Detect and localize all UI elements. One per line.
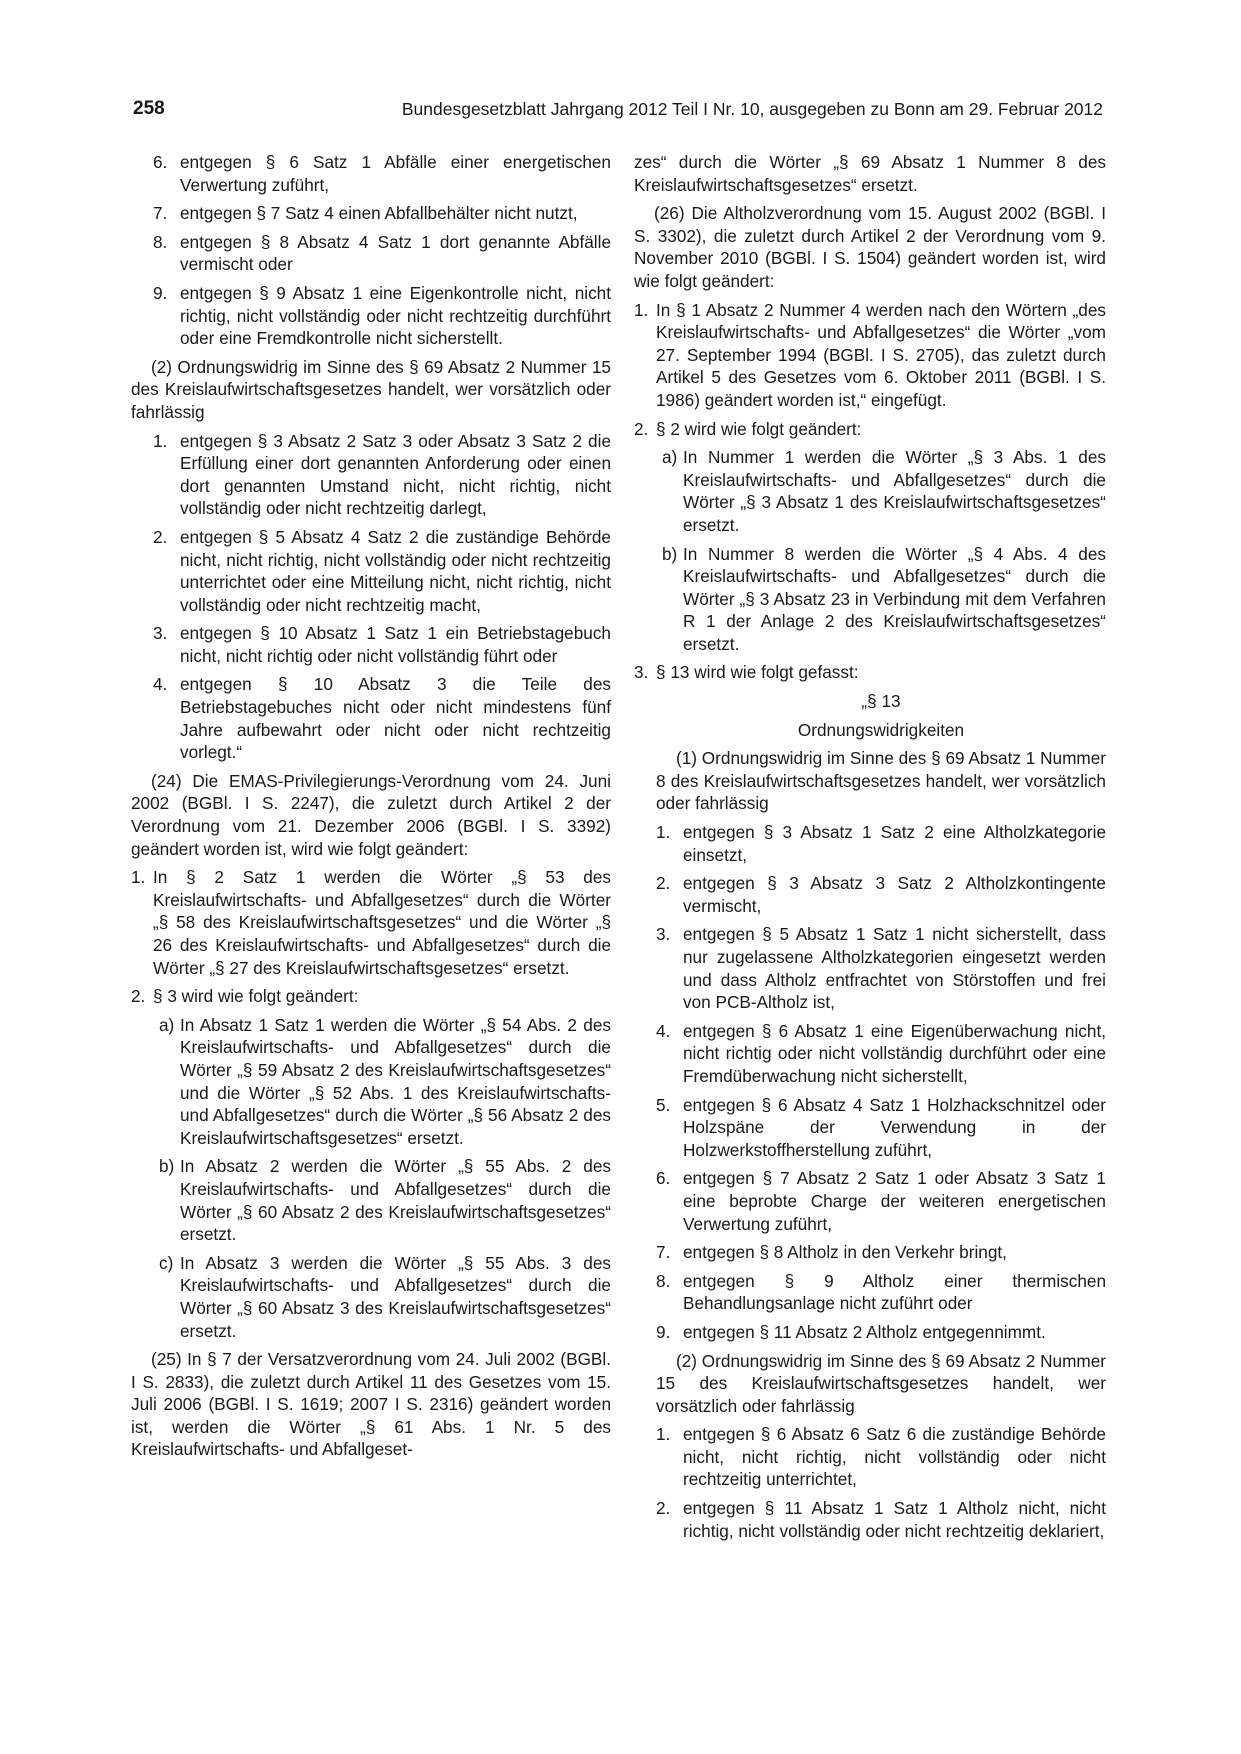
header-title: Bundesgesetzblatt Jahrgang 2012 Teil I Nr. 10, ausgegeben zu Bonn am 29. Februar 2012	[401, 99, 1103, 119]
list-item	[131, 430, 611, 520]
page-number: 258	[133, 98, 165, 119]
list-item	[131, 985, 611, 1008]
item-number: 1.	[656, 822, 671, 843]
item-number: 1.	[634, 299, 649, 320]
item-text: entgegen § 10 Absatz 3 die Teile des Betriebstagebuches nicht oder nicht mindestens fünf Jahre aufbewahrt oder nicht oder nicht rechtzeitig vorlegt.“	[180, 674, 611, 763]
right-column	[634, 151, 1106, 1548]
item-letter: a)	[662, 447, 678, 468]
paragraph-24: (24) Die EMAS-Privilegierungs-Verordnung vom 24. Juni 2002 (BGBl. I S. 2247), die zuletzt durch Artikel 2 der Verordnung vom 21. Dezember 2006 (BGBl. I S. 3392) geändert worden ist, wird wie folgt geändert:	[131, 770, 611, 859]
item-number: 6.	[153, 152, 168, 172]
item-text: entgegen § 3 Absatz 1 Satz 2 eine Altholzkategorie einsetzt,	[683, 822, 1106, 865]
list-item	[634, 1241, 1106, 1264]
item-number: 4.	[656, 1020, 671, 1041]
sub-list-item	[634, 543, 1106, 656]
list-item	[131, 282, 611, 350]
list-item	[131, 231, 611, 276]
list-item	[634, 1094, 1106, 1162]
list-item	[634, 1270, 1106, 1315]
item-text: entgegen § 6 Absatz 6 Satz 6 die zuständige Behörde nicht, nicht richtig, nicht vollständig oder nicht rechtzeitig unterrichtet,	[683, 1424, 1106, 1490]
item-number: 9.	[656, 1321, 671, 1342]
item-letter: b)	[662, 543, 678, 564]
item-text: entgegen § 6 Absatz 1 eine Eigenüberwachung nicht, nicht richtig oder nicht vollständig durchführt oder eine Fremdüberwachung nicht sicherstellt,	[683, 1020, 1106, 1086]
section-title: Ordnungswidrigkeiten	[797, 719, 965, 740]
item-text: In § 1 Absatz 2 Nummer 4 werden nach den Wörtern „des Kreislaufwirtschafts- und Abfallgesetzes“ die Wörter „vom 27. September 1994 (BGBl. I S. 2705), das zuletzt durch Artikel 5 des Gesetzes vom 6. Oktober 2011 (BGBl. I S. 1986) geändert worden ist,“ eingefügt.	[656, 299, 1106, 410]
page-header	[133, 98, 1103, 128]
item-text: entgegen § 7 Satz 4 einen Abfallbehälter nicht nutzt,	[180, 203, 578, 224]
item-number: 9.	[153, 282, 168, 303]
sub-list-item	[634, 446, 1106, 536]
paragraph-1: (1) Ordnungswidrig im Sinne des § 69 Absatz 1 Nummer 8 des Kreislaufwirtschaftsgesetzes handelt, wer vorsätzlich oder fahrlässig	[656, 748, 1106, 814]
item-text: entgegen § 6 Absatz 4 Satz 1 Holzhackschnitzel oder Holzspäne der Verwendung in der Holzwerkstoffherstellung zuführt,	[683, 1094, 1106, 1160]
sub-list-item	[131, 1155, 611, 1245]
list-item	[634, 923, 1106, 1013]
item-text: entgegen § 10 Absatz 1 Satz 1 ein Betriebstagebuch nicht, nicht richtig oder nicht vollständig führt oder	[180, 623, 611, 666]
list-item	[634, 1497, 1106, 1542]
item-text: entgegen § 9 Altholz einer thermischen Behandlungsanlage nicht zuführt oder	[683, 1270, 1106, 1314]
item-number: 1.	[153, 430, 168, 451]
list-item	[131, 673, 611, 763]
list-item	[634, 418, 1106, 441]
section-heading: „§ 13	[861, 691, 901, 712]
item-number: 2.	[153, 526, 168, 547]
item-number: 2.	[131, 986, 146, 1007]
item-number: 3.	[634, 662, 649, 683]
item-letter: a)	[159, 1014, 175, 1035]
item-text: In Nummer 8 werden die Wörter „§ 4 Abs. 4 des Kreislaufwirtschafts- und Abfallgesetzes“ durch die Wörter „§ 3 Absatz 23 in Verbindung mit dem Verfahren R 1 der Anlage 2 des Kreislaufwirtschaftsgesetzes“ ersetzt.	[683, 543, 1106, 654]
item-text: entgegen § 3 Absatz 2 Satz 3 oder Absatz 3 Satz 2 die Erfüllung einer dort genannten Anforderung oder einen dort genannten Umstand nicht, nicht richtig, nicht vollständig oder nicht rechtzeitig darlegt,	[180, 430, 611, 519]
item-text: In Absatz 1 Satz 1 werden die Wörter „§ 54 Abs. 2 des Kreislaufwirtschafts- und Abfallgesetzes“ durch die Wörter „§ 59 Absatz 2 des Kreislaufwirtschaftsgesetzes“ und die Wörter „§ 52 Abs. 1 des Kreislaufwirtschafts- und Abfallgesetzes“ durch die Wörter „§ 56 Absatz 2 des Kreislaufwirtschaftsgesetzes“ ersetzt.	[180, 1014, 611, 1148]
item-text: entgegen § 5 Absatz 4 Satz 2 die zuständige Behörde nicht, nicht richtig, nicht vollständig oder nicht rechtzeitig unterrichtet oder eine Mitteilung nicht, nicht richtig, nicht vollständig oder nicht rechtzeitig macht,	[180, 526, 611, 615]
list-item	[131, 526, 611, 616]
left-column	[131, 151, 611, 1467]
list-item	[634, 872, 1106, 917]
item-letter: b)	[159, 1156, 175, 1177]
item-number: 3.	[656, 924, 671, 945]
item-number: 6.	[656, 1168, 671, 1189]
item-text: In Nummer 1 werden die Wörter „§ 3 Abs. 1 des Kreislaufwirtschafts- und Abfallgesetzes“ durch die Wörter „§ 3 Absatz 1 des Kreislaufwirtschaftsgesetzes“ ersetzt.	[683, 447, 1106, 535]
item-letter: c)	[159, 1252, 174, 1273]
paragraph-26: (26) Die Altholzverordnung vom 15. August 2002 (BGBl. I S. 3302), die zuletzt durch Artikel 2 der Verordnung vom 9. November 2010 (BGBl. I S. 1504) geändert worden ist, wird wie folgt geändert:	[634, 203, 1106, 291]
item-text: entgegen § 11 Absatz 1 Satz 1 Altholz nicht, nicht richtig, nicht vollständig oder nicht rechtzeitig deklariert,	[683, 1498, 1106, 1541]
list-item	[131, 622, 611, 667]
sub-list-item	[131, 1252, 611, 1342]
list-item	[131, 151, 611, 196]
item-text: In § 2 Satz 1 werden die Wörter „§ 53 des Kreislaufwirtschafts- und Abfallgesetzes“ durch die Wörter „§ 58 des Kreislaufwirtschaftsgesetzes“ und die Wörter „§ 26 des Kreislaufwirtschafts- und Abfallgesetzes“ durch die Wörter „§ 27 des Kreislaufwirtschaftsgesetzes“ ersetzt.	[153, 867, 611, 978]
paragraph-25: (25) In § 7 der Versatzverordnung vom 24. Juli 2002 (BGBl. I S. 2833), die zuletzt durch Artikel 11 des Gesetzes vom 15. Juli 2006 (BGBl. I S. 1619; 2007 I S. 2316) geändert worden ist, werden die Wörter „§ 61 Abs. 1 Nr. 5 des Kreislaufwirtschafts- und Abfallgeset-	[131, 1349, 611, 1460]
item-text: entgegen § 8 Altholz in den Verkehr bringt,	[683, 1242, 1007, 1263]
item-text: entgegen § 11 Absatz 2 Altholz entgegennimmt.	[683, 1321, 1046, 1342]
item-text: § 13 wird wie folgt gefasst:	[656, 662, 859, 683]
item-number: 8.	[656, 1270, 671, 1291]
item-text: In Absatz 3 werden die Wörter „§ 55 Abs. 3 des Kreislaufwirtschafts- und Abfallgesetzes“ durch die Wörter „§ 60 Absatz 3 des Kreislaufwirtschaftsgesetzes“ ersetzt.	[180, 1252, 611, 1341]
item-text: entgegen § 5 Absatz 1 Satz 1 nicht sicherstellt, dass nur zugelassene Altholzkategorien eingesetzt werden und dass Altholz entfrachtet von Störstoffen und frei von PCB-Altholz ist,	[683, 924, 1106, 1013]
list-item	[634, 1423, 1106, 1491]
item-number: 2.	[656, 1498, 671, 1519]
item-text: § 2 wird wie folgt geändert:	[656, 418, 862, 439]
list-item	[131, 866, 611, 979]
item-text: entgegen § 7 Absatz 2 Satz 1 oder Absatz 3 Satz 1 eine beprobte Charge der weiteren energetischen Verwertung zuführt,	[683, 1168, 1106, 1234]
item-text: entgegen § 8 Absatz 4 Satz 1 dort genannte Abfälle vermischt oder	[180, 231, 611, 275]
item-number: 2.	[634, 418, 649, 439]
item-text: § 3 wird wie folgt geändert:	[153, 986, 359, 1007]
list-item	[634, 299, 1106, 412]
paragraph-25-continued: zes“ durch die Wörter „§ 69 Absatz 1 Nummer 8 des Kreislaufwirtschaftsgesetzes“ ersetzt.	[634, 152, 1106, 195]
paragraph-2: (2) Ordnungswidrig im Sinne des § 69 Absatz 2 Nummer 15 des Kreislaufwirtschaftsgesetzes handelt, wer vorsätzlich oder fahrlässig	[656, 1350, 1106, 1416]
item-text: In Absatz 2 werden die Wörter „§ 55 Abs. 2 des Kreislaufwirtschafts- und Abfallgesetzes“ durch die Wörter „§ 60 Absatz 2 des Kreislaufwirtschaftsgesetzes“ ersetzt.	[180, 1156, 611, 1245]
list-item	[634, 1321, 1106, 1344]
sub-list-item	[131, 1014, 611, 1150]
list-item	[634, 1020, 1106, 1088]
item-text: entgegen § 6 Satz 1 Abfälle einer energetischen Verwertung zuführt,	[180, 152, 611, 195]
list-item	[634, 821, 1106, 866]
item-number: 7.	[656, 1242, 671, 1263]
list-item	[634, 661, 1106, 684]
item-number: 3.	[153, 623, 168, 644]
item-number: 4.	[153, 674, 168, 695]
item-text: entgegen § 9 Absatz 1 eine Eigenkontrolle nicht, nicht richtig, nicht vollständig oder nicht rechtzeitig durchführt oder eine Fremdkontrolle nicht sicherstellt.	[180, 282, 611, 349]
item-number: 7.	[153, 203, 168, 224]
list-item	[634, 1167, 1106, 1235]
item-text: entgegen § 3 Absatz 3 Satz 2 Altholzkontingente vermischt,	[683, 873, 1106, 916]
paragraph-2: (2) Ordnungswidrig im Sinne des § 69 Absatz 2 Nummer 15 des Kreislaufwirtschaftsgesetzes handelt, wer vorsätzlich oder fahrlässig	[131, 356, 611, 422]
list-item	[131, 202, 611, 225]
item-number: 1.	[656, 1424, 671, 1445]
item-number: 1.	[131, 867, 146, 888]
item-number: 5.	[656, 1094, 671, 1115]
item-number: 2.	[656, 873, 671, 894]
item-number: 8.	[153, 231, 168, 252]
